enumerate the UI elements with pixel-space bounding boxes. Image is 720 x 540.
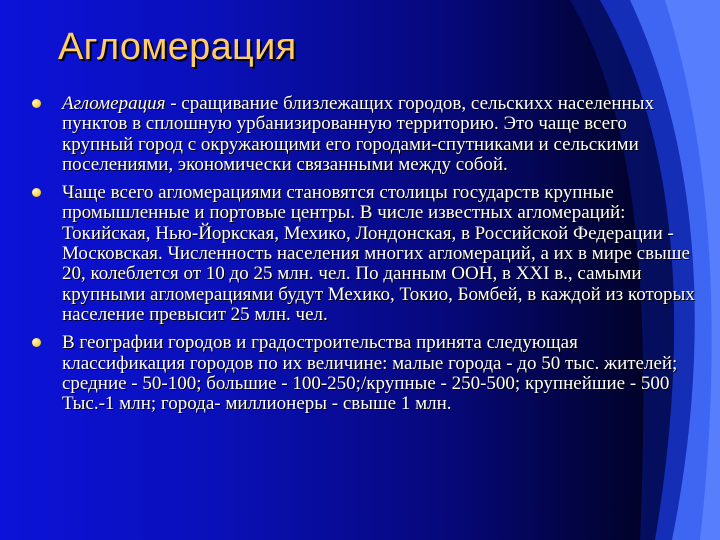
bullet-item [30, 333, 700, 414]
bullet-icon [32, 99, 41, 108]
bullet-item [30, 183, 700, 325]
bullet-item [30, 94, 700, 175]
bullet-term: Агломерация [62, 93, 166, 114]
slide-title: Агломерация [58, 26, 297, 68]
bullet-icon [32, 338, 41, 347]
bullet-text: - сращивание близлежащих городов, сельскихх населенных пунктов в сплошную урбанизированную территорию. Это чаще всего крупный город с окружающими его городами-спутниками и сельскими поселениями, экономически связанными между собой. [62, 93, 654, 175]
bullet-list [30, 94, 700, 422]
bullet-icon [32, 188, 41, 197]
bullet-text: В географии городов и градостроительства принята следующая классификация городов по их величине: малые города - до 50 тыс. жителей; средние - 50-100; большие - 100-250;/крупные - 250-500; крупнейшие - 500 Тыс.-1 млн; города- миллионеры - свыше 1 млн. [62, 332, 678, 415]
bullet-text: Чаще всего агломерациями становятся столицы государств крупные промышленные и портовые центры. В числе известных агломераций: Токийская, Нью-Йоркская, Мехико, Лондонская, в Российской Федерации - Московская. Численность населения многих агломераций, а их в мире свыше 20, колеблется от 10 до 25 млн. чел. По данным ООН, в XXI в., самыми крупными агломерациями будут Мехико, Токио, Бомбей, в каждой из которых население превысит 25 млн. чел. [62, 182, 695, 325]
